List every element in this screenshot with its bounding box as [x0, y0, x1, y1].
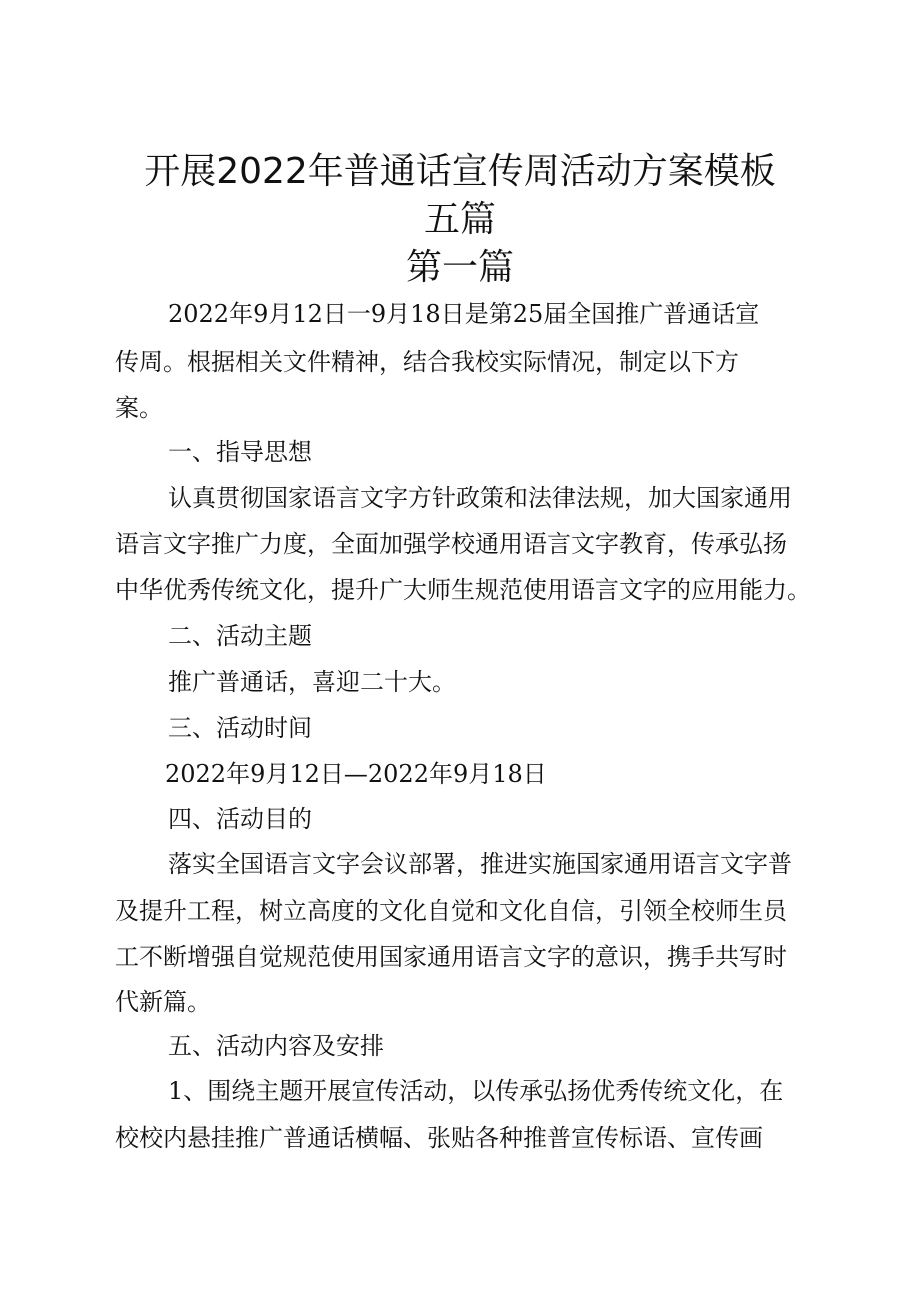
document-title-line2: 五篇: [423, 199, 496, 240]
paragraph-line: 2022年9月12日一9月18日是第25届全国推广普通话宣: [168, 300, 760, 328]
paragraph-line: 中华优秀传统文化，提升广大师生规范使用语言文字的应用能力。: [115, 576, 811, 604]
paragraph-line: 语言文字推广力度，全面加强学校通用语言文字教育，传承弘扬: [115, 530, 787, 558]
paragraph-line: 落实全国语言文字会议部署，推进实施国家通用语言文字普: [168, 850, 792, 878]
section-heading-purpose: 四、活动目的: [168, 805, 312, 833]
section-heading: 第一篇: [405, 247, 514, 288]
section-heading-content: 五、活动内容及安排: [168, 1032, 384, 1060]
section-heading-guiding-ideology: 一、指导思想: [168, 438, 312, 466]
document-title-line1: 开展2022年普通话宣传周活动方案模板: [144, 151, 776, 192]
paragraph-line: 认真贯彻国家语言文字方针政策和法律法规，加大国家通用: [168, 484, 792, 512]
paragraph-line: 2022年9月12日—2022年9月18日: [165, 760, 547, 788]
paragraph-line: 及提升工程，树立高度的文化自觉和文化自信，引领全校师生员: [115, 897, 787, 925]
paragraph-line: 代新篇。: [115, 988, 211, 1016]
paragraph-line: 工不断增强自觉规范使用国家通用语言文字的意识，携手共写时: [115, 943, 787, 971]
paragraph-line: 校校内悬挂推广普通话横幅、张贴各种推普宣传标语、宣传画: [115, 1124, 763, 1152]
paragraph-line: 推广普通话，喜迎二十大。: [168, 668, 456, 696]
section-heading-time: 三、活动时间: [168, 714, 312, 742]
section-heading-theme: 二、活动主题: [168, 622, 312, 650]
paragraph-line: 案。: [115, 394, 163, 422]
paragraph-line: 1、围绕主题开展宣传活动，以传承弘扬优秀传统文化，在: [168, 1077, 784, 1105]
paragraph-line: 传周。根据相关文件精神，结合我校实际情况，制定以下方: [115, 348, 739, 376]
